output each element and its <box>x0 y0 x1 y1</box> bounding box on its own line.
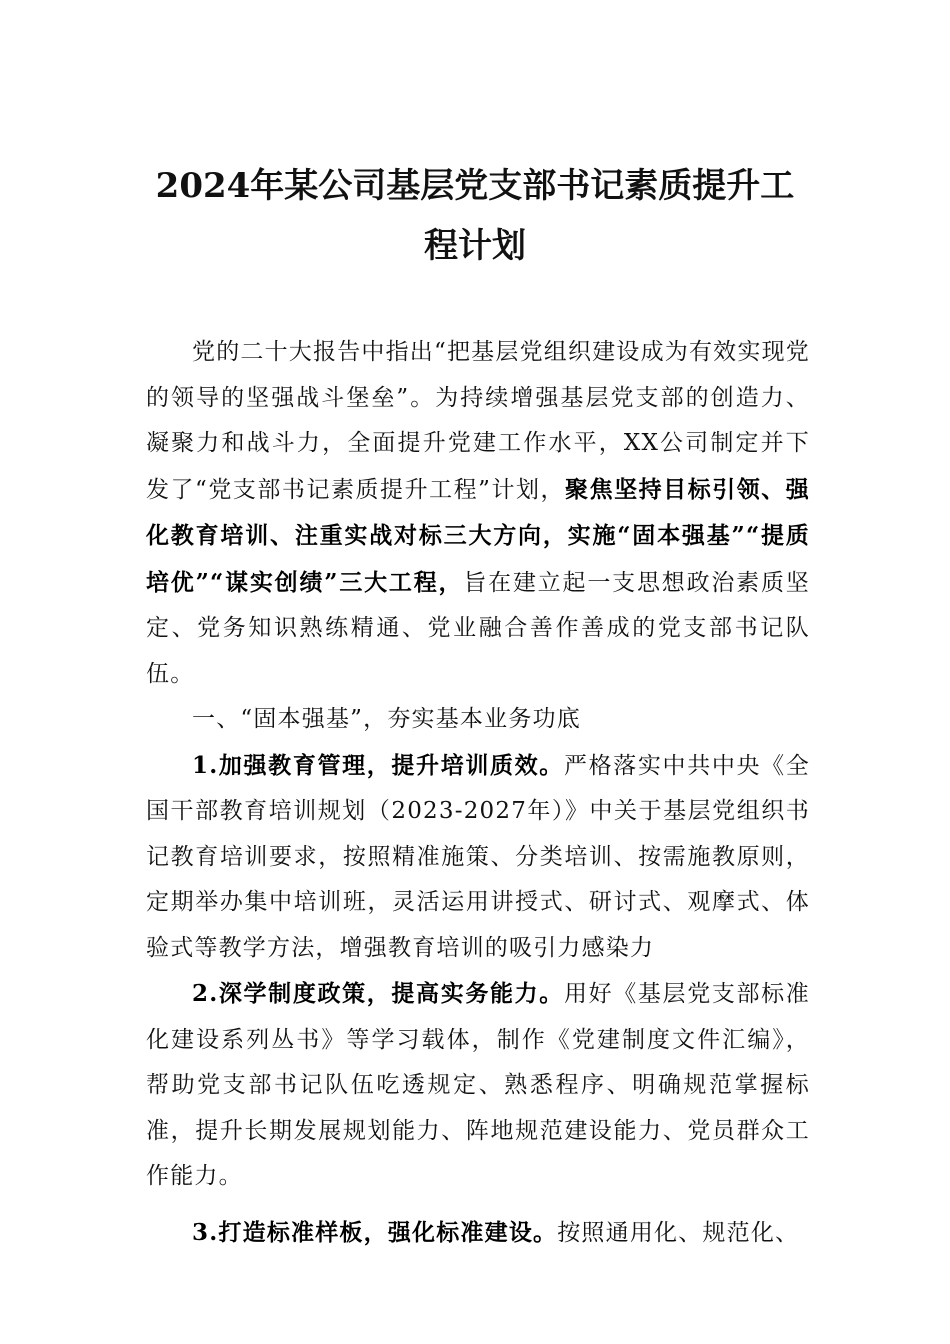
item-lead: 加强教育管理，提升培训质效。 <box>218 751 564 779</box>
list-item <box>146 1210 810 1257</box>
document-body <box>146 330 810 1256</box>
document-title: 2024年某公司基层党支部书记素质提升工程计划 <box>155 166 795 266</box>
intro-lead: 党的二十大报告中指出“把基层党组织建设成为有效实现党的领导的坚强战斗堡垒”。为持续增强基层党支部的创造力、凝聚力和战斗力，全面提升党建工作水平，XX公司制定并下发了“党支部书记素质提升工程”计划， <box>146 339 810 503</box>
list-item <box>146 743 810 972</box>
intro-tail: 旨在建立起一支思想政治素质坚定、党务知识熟练精通、党业融合善作善成的党支部书记队伍。 <box>146 569 810 687</box>
intro-paragraph <box>146 330 810 697</box>
paragraph-spacer <box>146 1200 810 1210</box>
section-heading: 一、“固本强基”，夯实基本业务功底 <box>192 706 581 732</box>
list-item <box>146 971 810 1200</box>
item-text: 用好《基层党支部标准化建设系列丛书》等学习载体，制作《党建制度文件汇编》，帮助党支部书记队伍吃透规定、熟悉程序、明确规范掌握标准，提升长期发展规划能力、阵地规范建设能力、党员群众工作能力。 <box>146 981 810 1189</box>
intro-emphasis: 聚焦坚持目标引领、强化教育培训、注重实战对标三大方向，实施“固本强基”“提质培优”“谋实创绩”三大工程， <box>146 475 811 596</box>
item-number: 2. <box>192 980 219 1007</box>
item-lead: 打造标准样板，强化标准建设。 <box>218 1218 558 1246</box>
item-number: 1. <box>192 751 219 779</box>
item-lead: 深学制度政策，提高实务能力。 <box>218 980 564 1007</box>
item-text: 严格落实中共中央《全国干部教育培训规划（2023-2027年）》中关于基层党组织书记教育培训要求，按照精准施策、分类培训、按需施教原则，定期举办集中培训班，灵活运用讲授式、研讨式、观摩式、体验式等教学方法，增强教育培训的吸引力感染力 <box>146 752 810 961</box>
item-text: 按照通用化、规范化、 <box>557 1219 800 1246</box>
item-number: 3. <box>192 1218 219 1246</box>
